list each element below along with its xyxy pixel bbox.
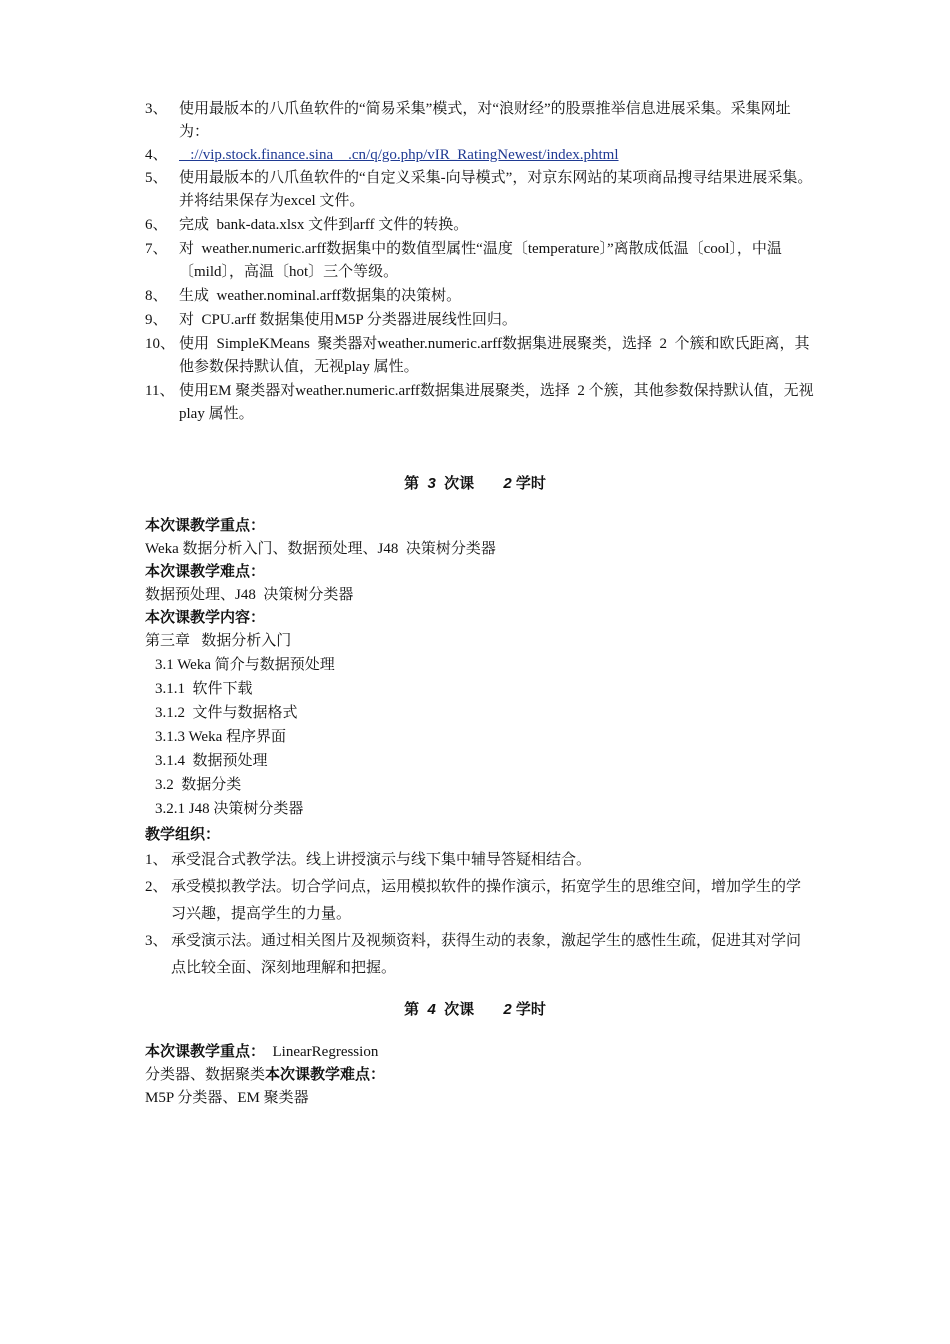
heading-prefix: 第 [404,1001,420,1018]
org-number: 1、 [145,852,168,868]
hours-label: 学时 [515,475,546,492]
lesson-3-heading [135,472,815,493]
task-number: 8、 [145,288,168,304]
task-text: 使用EM 聚类器对weather.numeric.arff数据集进展聚类，选择 2 个簇，其他参数保持默认值，无视play 属性。 [179,383,814,422]
task-item-7 [145,238,815,284]
lesson-4-heading [135,998,815,1019]
task-text: 生成 weather.nominal.arff数据集的决策树。 [179,288,462,304]
org-number: 3、 [145,933,168,949]
heading-prefix: 第 [404,475,420,492]
focus-label: 本次课教学重点： [145,1044,266,1060]
focus-line [145,1041,815,1064]
page-content [145,98,815,1110]
hours-number: 2 [503,1001,512,1018]
task-number: 10、 [145,336,176,352]
heading-suffix: 次课 [444,1001,475,1018]
task-item-11 [145,380,815,426]
org-text: 承受混合式教学法。线上讲授演示与线下集中辅导答疑相结合。 [171,852,592,868]
task-number: 5、 [145,170,168,186]
lesson-number: 3 [427,475,436,492]
content-label: 本次课教学内容： [145,610,266,626]
section-item: 3.1.4 数据预处理 [155,753,268,769]
focus-text-continued: 分类器、数据聚类 [145,1067,266,1083]
task-item-6 [145,214,815,237]
task-number: 9、 [145,312,168,328]
lesson-3-body [145,515,815,982]
task-text: 对 weather.numeric.arff数据集中的数值型属性“温度〔temperature〕”离散成低温〔cool〕，中温〔mild〕，高温〔hot〕三个等级。 [179,241,782,280]
section-item: 3.2 数据分类 [155,777,242,793]
section-item: 3.1.3 Weka 程序界面 [155,729,287,745]
task-text: 使用最版本的八爪鱼软件的“简易采集”模式，对“浪财经”的股票推举信息进展采集。采集网址为： [179,101,791,140]
task-text: 使用最版本的八爪鱼软件的“自定义采集-向导模式”，对京东网站的某项商品搜寻结果进展采集。并将结果保存为excel 文件。 [179,170,813,209]
task-item-5 [145,167,815,213]
focus-text: LinearRegression [265,1044,379,1060]
difficulty-label: 本次课教学难点： [145,564,266,580]
chapter-title: 第三章 数据分析入门 [145,633,292,649]
section-list [145,653,815,821]
task-number: 4、 [145,147,168,163]
difficulty-label: 本次课教学难点： [265,1067,386,1083]
section-item: 3.2.1 J48 决策树分类器 [155,801,304,817]
task-item-10 [145,333,815,379]
lesson-number: 4 [427,1001,436,1018]
hours-number: 2 [503,475,512,492]
org-text: 承受模拟教学法。切合学问点，运用模拟软件的操作演示，拓宽学生的思维空间，增加学生的学习兴趣，提高学生的力量。 [171,879,802,922]
task-number: 7、 [145,241,168,257]
org-item [145,928,815,982]
section-item: 3.1.1 软件下载 [155,681,253,697]
lesson-4-body [145,1041,815,1110]
task-text: 使用 SimpleKMeans 聚类器对weather.numeric.arff数据集进展聚类，选择 2 个簇和欧氏距离，其他参数保持默认值，无视play 属性。 [179,336,810,375]
task-text: 对 CPU.arff 数据集使用M5P 分类器进展线性回归。 [179,312,517,328]
task-number: 6、 [145,217,168,233]
task-item-3 [145,98,815,144]
heading-suffix: 次课 [444,475,475,492]
difficulty-text: M5P 分类器、EM 聚类器 [145,1090,309,1106]
task-item-9 [145,309,815,332]
task-number: 11、 [145,383,175,399]
org-number: 2、 [145,879,168,895]
org-list [145,847,815,982]
section-item: 3.1.2 文件与数据格式 [155,705,298,721]
org-text: 承受演示法。通过相关图片及视频资料，获得生动的表象，激起学生的感性生疏，促进其对学问点比较全面、深刻地理解和把握。 [171,933,802,976]
difficulty-text: 数据预处理、J48 决策树分类器 [145,587,354,603]
focus-label: 本次课教学重点： [145,518,266,534]
task-item-8 [145,285,815,308]
focus-continuation-line [145,1064,815,1087]
task-list [145,98,815,426]
task-number: 3、 [145,101,168,117]
hours-label: 学时 [515,1001,546,1018]
task-text: 完成 bank-data.xlsx 文件到arff 文件的转换。 [179,217,469,233]
task-item-4 [145,144,815,167]
focus-text: Weka 数据分析入门、数据预处理、J48 决策树分类器 [145,541,496,557]
org-label: 教学组织： [145,827,221,843]
org-item [145,847,815,874]
org-item [145,874,815,928]
section-item: 3.1 Weka 简介与数据预处理 [155,657,335,673]
collection-url-link[interactable]: ://vip.stock.finance.sina .cn/q/go.php/vIR_RatingNewest/index.phtml [179,147,619,163]
